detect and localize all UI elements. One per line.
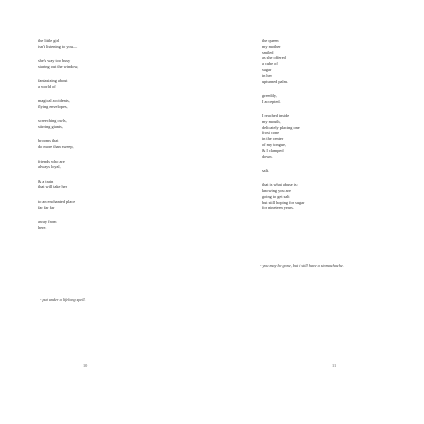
poem-stanza [38, 58, 124, 70]
poem-line: screeching owls, [38, 118, 67, 124]
poem-line: my mouth, [262, 118, 281, 124]
poem-line: a world of [38, 83, 56, 89]
poem-line: delicately placing one [262, 124, 300, 130]
poem-line: frost cone [262, 130, 280, 136]
left-page-number: 10 [83, 363, 88, 368]
poem-line: my mother [262, 43, 281, 49]
poem-line: going to get salt [262, 193, 290, 199]
poem-line: here. [38, 224, 47, 230]
poem-line: the little girl [38, 38, 60, 43]
poem-line: flying envelopes, [38, 104, 68, 110]
poem-line: away from [38, 218, 57, 224]
poem-stanza [38, 38, 124, 50]
poem-stanza [262, 182, 348, 211]
poem-line: do more than sweep, [38, 144, 74, 150]
poem-line: of my tongue, [262, 141, 286, 147]
poem-line: for nineteen years. [262, 205, 294, 211]
poem-stanza [38, 199, 124, 211]
right-page [212, 0, 424, 424]
poem-stanza [262, 113, 348, 159]
poem-line: I reached inside [262, 112, 290, 118]
poem-line: sugar [262, 66, 272, 72]
poem-line: stirring giants, [38, 124, 63, 130]
poem-stanza [38, 118, 124, 130]
poem-line: friends who are [38, 158, 65, 164]
poem-stanza [38, 179, 124, 191]
poem-stanza [38, 219, 124, 231]
poem-line: that is what abuse is: [262, 182, 298, 188]
poem-line: that will take her [38, 184, 67, 190]
poem-line: the queen [262, 38, 279, 43]
poem-stanza [38, 159, 124, 171]
poem-line: a cube of [262, 61, 278, 67]
poem-line: but still hoping for sugar [262, 199, 305, 205]
left-poem [38, 38, 124, 239]
poem-line: in the center [262, 136, 284, 142]
poem-line: in her [262, 72, 272, 78]
poem-line: & a train [38, 178, 54, 184]
poem-line: brooms that [38, 138, 59, 144]
left-page-caption: - put under a lifelong spell. [40, 297, 86, 302]
poem-line: she's way too busy [38, 58, 71, 64]
poem-line: greedily, [262, 92, 277, 98]
poem-line: & I clamped [262, 147, 284, 153]
right-page-number: 11 [332, 363, 337, 368]
poem-stanza [262, 168, 348, 174]
poem-stanza [38, 98, 124, 110]
poem-line: as she offered [262, 55, 286, 61]
poem-line: staring out the window, [38, 63, 79, 69]
poem-line: far far far [38, 204, 55, 210]
poem-stanza [38, 138, 124, 150]
poem-line: down. [262, 153, 273, 159]
poem-line: knowing you are [262, 187, 291, 193]
poem-stanza [262, 93, 348, 105]
poem-line: I accepted. [262, 98, 281, 104]
right-page-caption: - you may be gone, but i still have a stomachache. [260, 263, 344, 268]
poem-line: salt. [262, 167, 270, 173]
poem-line: magical accidents, [38, 98, 70, 104]
poem-line: always loyal, [38, 164, 61, 170]
poem-line: to an enchanted place [38, 198, 76, 204]
poem-stanza [262, 38, 348, 84]
poem-line: isn't listening to you— [38, 43, 78, 49]
poem-line: smiled [262, 49, 274, 55]
poem-stanza [38, 78, 124, 90]
poem-line: fantasizing about [38, 78, 68, 84]
poem-line: upturned palm. [262, 78, 289, 84]
right-poem [262, 38, 348, 220]
